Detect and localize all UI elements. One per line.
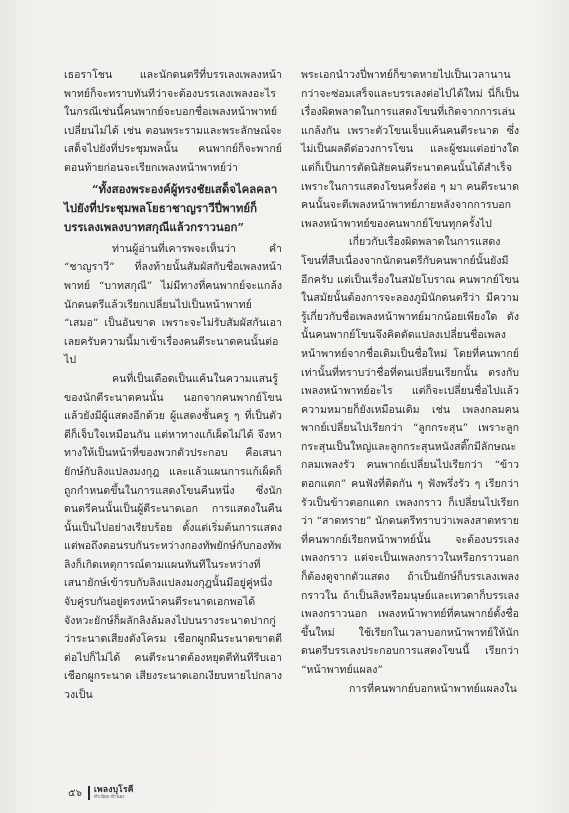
paragraph: เธอราโชน และนักดนตรีที่บรรเลงเพลงหน้าพาทย์ก็จะทราบทันทีว่าจะต้องบรรเลงเพลงอะไร ในกรณีเช่นนี้คนพากย์จะบอกชื่อเพลงหน้าพาทย์เปลี่ยนไม่ได้ เช่น ตอนพระรามและพระลักษณ์จะเสด็จไปยังที่ประชุมพลนั้น คนพากย์ก็จะพากย์ตอนท้ายก่อนจะเรียกเพลงหน้าพาทย์ว่า (64, 69, 282, 174)
paragraph: คนที่เป็นเดือดเป็นแค้นในความแสนรู้ของนักตีระนาดคนนั้น นอกจากคนพากย์โขนแล้วยังมีผู้แสดงอีกด้วย ผู้แสดงชั้นครู ๆ ที่เป็นตัวตีก็เจ็บใจเหมือนกัน แต่หาทางแก้เผ็ดไม่ได้ จึงหาทางให้เป็นหน้าที่ของพวกตัวประกอบ คือเสนายักษ์กับลิงแปลงมงกุฎ และแล้วแผนการแก้เผ็ดก็ถูกกำหนดขึ้นในการแสดงโขนคืนหนึ่ง ซึ่งนักดนตรีคนนั้นเป็นผู้ตีระนาดเอก การแสดงในคืนนั้นเป็นไปอย่างเรียบร้อย ตั้งแต่เริ่มต้นการแสดงแต่พอถึงตอนรบกันระหว่างกองทัพยักษ์กับกองทัพลิงก็เกิดเหตุการณ์ตามแผนทันทีในระหว่างที่เสนายักษ์เข้ารบกับลิงแปลงมงกุฎนั้นมีอยู่คู่หนึ่งจับคู่รบกันอยู่ตรงหน้าคนตีระนาดเอกพอได้จังหวะยักษ์ก็ผลักลิงล้มลงไปบนรางระนาดปากกู่ว่าระนาดเสียงดังโครม เชือกผูกผืนระนาดขาดตีต่อไปก็ไม่ได้ คนตีระนาดต้องหยุดตีทันทีรีบเอาเชือกผูกระนาด เสียงระนาดเอกเงียบหายไปกลางวงเป็น (64, 372, 282, 702)
logo-subtext: ทำเนียบ ทำนอง (93, 795, 125, 800)
magazine-logo (88, 786, 134, 800)
paragraph: เกี่ยวกับเรื่องผิดพลาดในการแสดงโขนที่สืบเนื่องจากนักดนตรีกับคนพากย์นั้นยังมีอีกครับ แต่เป็นเรื่องในสมัยโบราณ คนพากย์โขนในสมัยนั้นต้องการจะลองภูมินักดนตรีว่า มีความรู้เกี่ยวกับชื่อเพลงหน้าพาทย์มากน้อยเพียงใด ดังนั้นคนพากย์โขนจึงคิดดัดแปลงเปลี่ยนชื่อเพลงหน้าพาทย์จากชื่อเดิมเป็นชื่อใหม่ โดยที่คนพากย์เท่านั้นที่ทราบว่าชื่อที่ตนเปลี่ยนเรียกนั้น ตรงกับเพลงหน้าพาทย์อะไร แต่ก็จะเปลี่ยนชื่อไปแล้วความหมายก็ยังเหมือนเดิม เช่น เพลงกลมคนพากย์เปลี่ยนไปเรียกว่า “ลูกกระสุน” เพราะลูกกระสุนเป็นใหญ่และลูกกระสุนหนังสติ๊กมีลักษณะกลมเพลงรัว คนพากย์เปลี่ยนไปเรียกว่า “ข้าวตอกแตก” คนฟังที่ติดกัน ๆ ฟังพรึ่งรัว ๆ เรียกว่า รัวเป็นข้าวตอกแตก เพลงกราว ก็เปลี่ยนไปเรียกว่า “สาดทราย” นักดนตรีทราบว่าเพลงสาดทรายที่คนพากย์เรียกหน้าพาทย์นั้น จะต้องบรรเลงเพลงกราว แต่จะเป็นเพลงกราวในหรือกราวนอกก็ต้องดูจากตัวแสดง ถ้าเป็นยักษ์ก็บรรเลงเพลงกราวใน ถ้าเป็นลิงหรือมนุษย์และเทวดาก็บรรเลงเพลงกราวนอก เพลงหน้าพาทย์ที่คนพากย์ตั้งชื่อขึ้นใหม่ ใช้เรียกในเวลาบอกหน้าพาทย์ให้นักดนตรีบรรเลงประกอบการแสดงโขนนี้ เรียกว่า “หน้าพาทย์แผลง” (301, 236, 519, 676)
paragraph: พระเอกนำวงปี่พาทย์ก็ขาดหายไปเป็นเวลานานกว่าจะซ่อมเสร็จและบรรเลงต่อไปได้ใหม่ นี่ก็เป็นเรื่องผิดพลาดในการแสดงโขนที่เกิดจากการเล่นแกล้งกัน เพราะตัวโขนเจ็บแค้นคนตีระนาด ซึ่งไม่เป็นผลดีต่อวงการโขน และผู้ชมแต่อย่างใด แต่ก็เป็นการตัดนิสัยคนตีระนาดคนนั้นได้สำเร็จ เพราะในการแสดงโขนครั้งต่อ ๆ มา คนตีระนาดคนนั้นจะตีเพลงหน้าพาทย์ภายหลังจากการบอกเพลงหน้าพาทย์ของคนพากย์โขนทุกครั้งไป (301, 69, 519, 230)
text-column-left (64, 66, 282, 705)
text-column-right (301, 66, 519, 698)
pull-quote: “ทั้งสองพระองค์ผู้ทรงชัยเสด็จไคลคลา ไปยังที่ประชุมพลโยธาชาญราวีปี่พาทย์ก็บรรเลงเพลงบาทสกุณีแล้วกราวนอก” (64, 181, 278, 235)
paragraph: การที่คนพากย์บอกหน้าพาทย์แผลงใน (349, 682, 517, 695)
page-number: ๕๖ (68, 787, 82, 799)
page-footer (68, 785, 134, 801)
logo-text: เพลงบุโรคี (93, 785, 134, 795)
paragraph: ท่านผู้อ่านที่เคารพจะเห็นว่า คำ “ชาญราวี” ที่ลงท้ายนั้นสัมผัสกับชื่อเพลงหน้าพาทย์ “บาทสกุณี” ไม่มีทางที่คนพากย์จะแกล้งนักดนตรีแล้วเรียกเปลี่ยนไปเป็นหน้าพาทย์ “เสมอ” เป็นอันขาด เพราะจะไม่รับสัมผัสกันเอาเลยครับความนี้มาเข้าเรื่องคนตีระนาดคนนั้นต่อไป (64, 242, 282, 367)
